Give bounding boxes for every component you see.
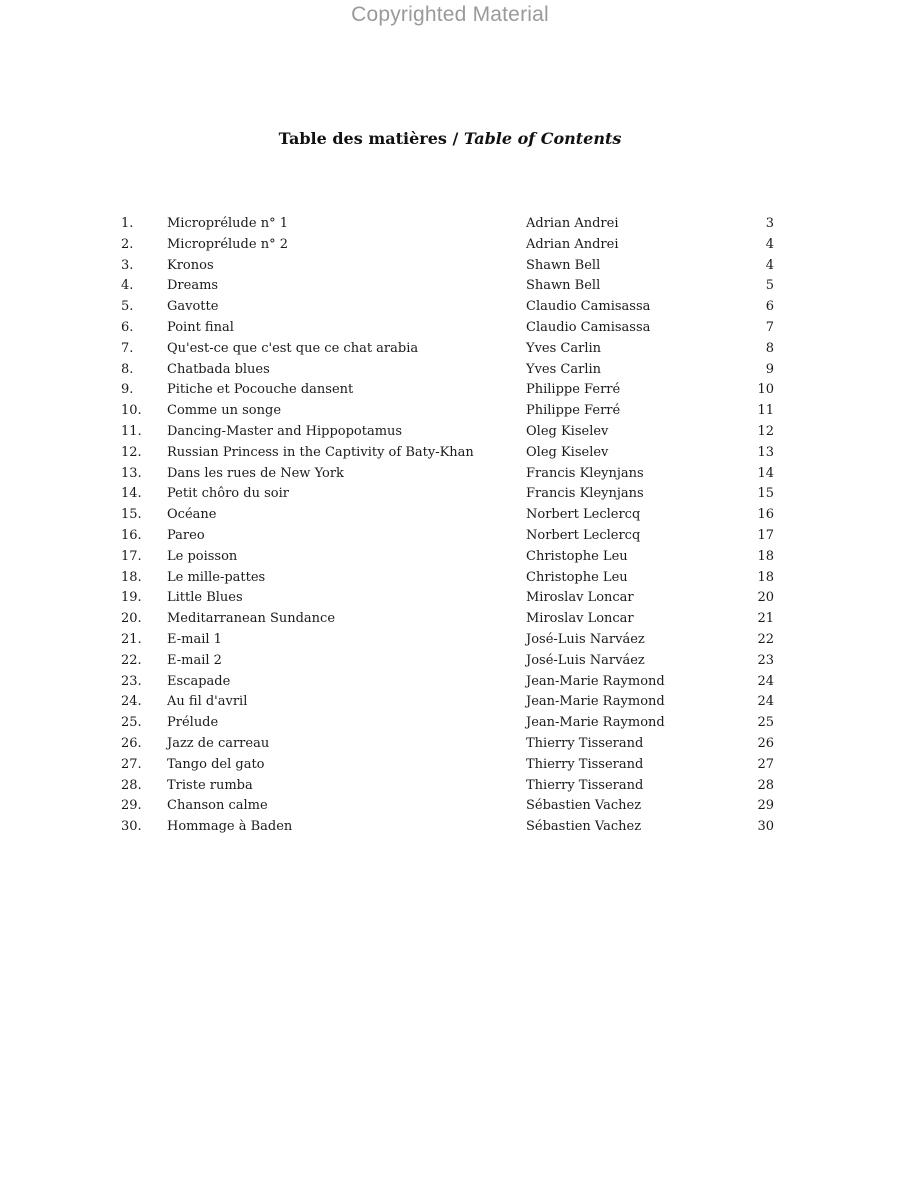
toc-entry-number: 15. (121, 507, 142, 523)
toc-entry-number: 2. (121, 236, 134, 252)
toc-entry-page-number: 4 (765, 236, 774, 252)
toc-entry-piece-title: Dreams (167, 278, 219, 294)
toc-entry (0, 588, 900, 609)
toc-entry-page-number: 26 (757, 735, 774, 751)
toc-entry-page-number: 5 (765, 278, 774, 294)
toc-entry-page-number: 27 (757, 756, 774, 772)
toc-entry-piece-title: Triste rumba (167, 777, 253, 793)
toc-entry-page-number: 13 (757, 444, 774, 460)
toc-entry-piece-title: Hommage à Baden (167, 819, 293, 835)
toc-list (0, 214, 900, 838)
toc-entry-page-number: 11 (757, 403, 774, 419)
toc-entry-piece-title: Microprélude n° 1 (167, 216, 288, 231)
toc-entry (0, 692, 900, 713)
toc-entry-piece-title: Microprélude n° 2 (167, 236, 288, 252)
toc-entry-page-number: 24 (757, 673, 774, 689)
toc-entry-piece-title: Tango del gato (167, 756, 265, 772)
toc-entry-page-number: 10 (757, 382, 774, 398)
toc-entry-composer: Adrian Andrei (526, 236, 619, 252)
toc-entry-composer: Francis Kleynjans (526, 486, 644, 502)
toc-title-english: Table of Contents (463, 129, 622, 148)
toc-entry-composer: Adrian Andrei (526, 216, 619, 231)
toc-entry-page-number: 22 (757, 631, 774, 647)
toc-entry (0, 235, 900, 256)
toc-entry-number: 19. (121, 590, 142, 606)
toc-entry-page-number: 18 (757, 548, 774, 564)
toc-entry (0, 734, 900, 755)
toc-entry-composer: Christophe Leu (526, 548, 628, 564)
toc-entry-piece-title: Meditarranean Sundance (167, 611, 336, 627)
toc-entry-composer: Sébastien Vachez (526, 819, 642, 835)
toc-entry-page-number: 3 (765, 216, 774, 231)
toc-entry-piece-title: Chatbada blues (167, 361, 270, 377)
toc-title (0, 129, 900, 148)
toc-entry-composer: Francis Kleynjans (526, 465, 644, 481)
toc-entry-piece-title: Dans les rues de New York (167, 465, 344, 481)
toc-entry-piece-title: Chanson calme (167, 798, 268, 814)
toc-entry-composer: Norbert Leclercq (526, 507, 641, 523)
toc-entry-page-number: 21 (757, 611, 774, 627)
toc-entry-number: 22. (121, 652, 142, 668)
toc-entry-number: 20. (121, 611, 142, 627)
toc-entry-page-number: 16 (757, 507, 774, 523)
toc-entry-piece-title: Gavotte (167, 299, 219, 315)
toc-entry-piece-title: Prélude (167, 715, 219, 731)
toc-entry (0, 256, 900, 277)
toc-entry-page-number: 23 (757, 652, 774, 668)
toc-entry-number: 13. (121, 465, 142, 481)
toc-entry-page-number: 14 (757, 465, 774, 481)
toc-entry (0, 672, 900, 693)
toc-entry-composer: Philippe Ferré (526, 403, 621, 419)
toc-entry-number: 5. (121, 299, 134, 315)
toc-entry-composer: Jean-Marie Raymond (526, 673, 665, 689)
toc-entry-piece-title: Dancing-Master and Hippopotamus (167, 423, 403, 439)
toc-entry-composer: Oleg Kiselev (526, 444, 609, 460)
toc-entry-page-number: 30 (757, 819, 774, 835)
toc-entry-composer: Philippe Ferré (526, 382, 621, 398)
toc-entry-piece-title: E-mail 2 (167, 652, 222, 668)
toc-entry-number: 9. (121, 382, 134, 398)
toc-entry-number: 24. (121, 694, 142, 710)
toc-entry (0, 651, 900, 672)
toc-entry (0, 630, 900, 651)
toc-entry (0, 755, 900, 776)
toc-entry-piece-title: Pitiche et Pocouche dansent (167, 382, 354, 398)
toc-entry-piece-title: Qu'est-ce que c'est que ce chat arabia (167, 340, 419, 356)
toc-entry-piece-title: Océane (167, 507, 217, 523)
toc-entry (0, 796, 900, 817)
toc-entry-number: 30. (121, 819, 142, 835)
toc-entry-piece-title: Petit chôro du soir (167, 486, 289, 502)
toc-entry-composer: Thierry Tisserand (526, 777, 644, 793)
toc-entry-page-number: 8 (765, 340, 774, 356)
toc-entry (0, 422, 900, 443)
toc-entry-piece-title: Kronos (167, 257, 214, 273)
toc-entry-composer: Shawn Bell (526, 278, 601, 294)
toc-entry-composer: Thierry Tisserand (526, 756, 644, 772)
toc-entry-composer: Christophe Leu (526, 569, 628, 585)
toc-entry (0, 609, 900, 630)
toc-entry-composer: José-Luis Narváez (526, 652, 645, 668)
toc-entry (0, 339, 900, 360)
toc-entry-composer: Yves Carlin (526, 340, 602, 356)
toc-entry-composer: Norbert Leclercq (526, 527, 641, 543)
toc-entry-piece-title: Le poisson (167, 548, 238, 564)
toc-entry-composer: Claudio Camisassa (526, 299, 651, 315)
toc-entry (0, 526, 900, 547)
toc-entry-number: 25. (121, 715, 142, 731)
toc-entry-number: 18. (121, 569, 142, 585)
toc-entry-number: 11. (121, 423, 142, 439)
toc-entry-composer: Miroslav Loncar (526, 611, 634, 627)
toc-entry (0, 484, 900, 505)
toc-entry (0, 380, 900, 401)
toc-entry-number: 29. (121, 798, 142, 814)
toc-entry-page-number: 4 (765, 257, 774, 273)
toc-entry-page-number: 24 (757, 694, 774, 710)
toc-entry-piece-title: E-mail 1 (167, 631, 222, 647)
toc-entry-composer: Sébastien Vachez (526, 798, 642, 814)
toc-entry-piece-title: Jazz de carreau (167, 735, 270, 751)
toc-entry (0, 401, 900, 422)
toc-entry-number: 10. (121, 403, 142, 419)
toc-entry (0, 547, 900, 568)
toc-entry-page-number: 29 (757, 798, 774, 814)
toc-entry-page-number: 28 (757, 777, 774, 793)
toc-entry-composer: Shawn Bell (526, 257, 601, 273)
toc-entry-composer: Jean-Marie Raymond (526, 715, 665, 731)
toc-entry-page-number: 18 (757, 569, 774, 585)
toc-entry-page-number: 15 (757, 486, 774, 502)
toc-entry-number: 21. (121, 631, 142, 647)
toc-entry-piece-title: Pareo (167, 527, 205, 543)
toc-title-french: Table des matières / (278, 129, 464, 148)
toc-entry-composer: Thierry Tisserand (526, 735, 644, 751)
toc-entry-piece-title: Russian Princess in the Captivity of Baty-Khan (167, 444, 474, 460)
toc-entry-number: 17. (121, 548, 142, 564)
toc-entry-piece-title: Comme un songe (167, 403, 282, 419)
toc-entry-composer: Yves Carlin (526, 361, 602, 377)
toc-entry-number: 12. (121, 444, 142, 460)
toc-entry-composer: Oleg Kiselev (526, 423, 609, 439)
toc-entry-number: 4. (121, 278, 134, 294)
toc-entry-composer: Claudio Camisassa (526, 319, 651, 335)
toc-entry-piece-title: Le mille-pattes (167, 569, 266, 585)
toc-entry (0, 464, 900, 485)
toc-entry-number: 27. (121, 756, 142, 772)
toc-entry-piece-title: Escapade (167, 673, 231, 689)
toc-entry-page-number: 12 (757, 423, 774, 439)
toc-entry-composer: Jean-Marie Raymond (526, 694, 665, 710)
toc-entry-number: 7. (121, 340, 134, 356)
toc-entry (0, 713, 900, 734)
toc-entry-page-number: 25 (757, 715, 774, 731)
copyright-watermark: Copyrighted Material (351, 3, 549, 26)
toc-entry-page-number: 7 (765, 319, 774, 335)
toc-entry (0, 817, 900, 838)
toc-entry (0, 318, 900, 339)
toc-entry-number: 3. (121, 257, 134, 273)
toc-entry-page-number: 17 (757, 527, 774, 543)
toc-entry (0, 505, 900, 526)
toc-entry-number: 23. (121, 673, 142, 689)
toc-entry-page-number: 20 (757, 590, 774, 606)
toc-entry-piece-title: Au fil d'avril (167, 694, 248, 710)
toc-entry-piece-title: Point final (167, 319, 234, 335)
toc-entry-number: 26. (121, 735, 142, 751)
toc-entry (0, 568, 900, 589)
toc-entry-number: 6. (121, 319, 134, 335)
toc-entry-number: 8. (121, 361, 134, 377)
toc-entry (0, 276, 900, 297)
toc-entry (0, 297, 900, 318)
toc-entry-page-number: 6 (765, 299, 774, 315)
toc-entry (0, 360, 900, 381)
toc-entry-piece-title: Little Blues (167, 590, 243, 606)
toc-entry-page-number: 9 (765, 361, 774, 377)
toc-entry-composer: José-Luis Narváez (526, 631, 645, 647)
toc-entry-number: 1. (121, 216, 134, 231)
toc-entry (0, 776, 900, 797)
toc-entry-number: 16. (121, 527, 142, 543)
toc-entry-composer: Miroslav Loncar (526, 590, 634, 606)
toc-entry (0, 443, 900, 464)
toc-entry-number: 28. (121, 777, 142, 793)
toc-entry-number: 14. (121, 486, 142, 502)
toc-entry (0, 214, 900, 235)
